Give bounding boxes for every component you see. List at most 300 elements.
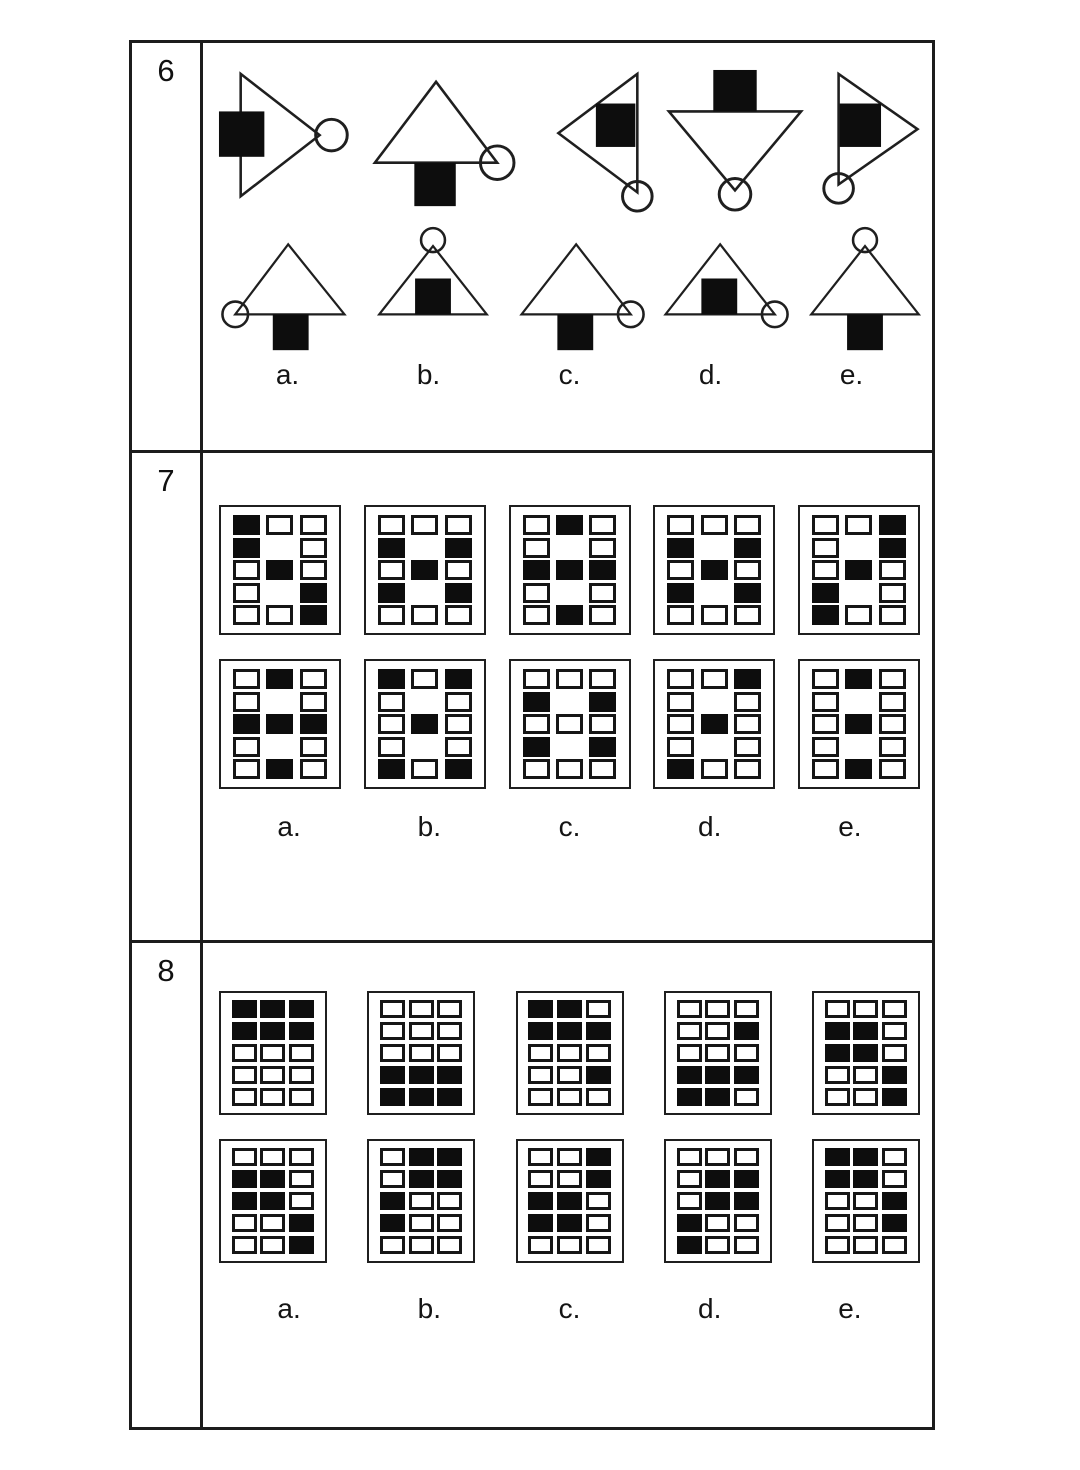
panel-row bbox=[378, 1170, 464, 1188]
black-cell bbox=[528, 1000, 553, 1018]
option-label-cell bbox=[359, 1293, 499, 1325]
option-label-cell bbox=[780, 1293, 920, 1325]
q6-figure-2-cell bbox=[365, 67, 513, 217]
black-cell bbox=[380, 1192, 405, 1210]
black-cell bbox=[845, 560, 872, 580]
black-cell bbox=[266, 759, 293, 779]
panel-row bbox=[527, 1044, 613, 1062]
panel-row bbox=[823, 1000, 909, 1018]
white-cell bbox=[734, 1214, 759, 1232]
white-cell bbox=[853, 1214, 878, 1232]
panel-row bbox=[809, 538, 909, 558]
black-cell bbox=[882, 1066, 907, 1084]
q6-option-c bbox=[505, 229, 649, 357]
panel-row bbox=[230, 1066, 316, 1084]
panel-row bbox=[664, 737, 764, 757]
black-cell bbox=[677, 1236, 702, 1254]
q6-option-d-cell bbox=[649, 229, 793, 357]
white-cell bbox=[437, 1192, 462, 1210]
black-cell bbox=[445, 759, 472, 779]
white-cell bbox=[233, 692, 260, 712]
panel-row bbox=[823, 1170, 909, 1188]
option-label: e. bbox=[838, 811, 862, 842]
circle-marker bbox=[421, 228, 445, 252]
panel-row bbox=[675, 1088, 761, 1106]
panel-row bbox=[675, 1000, 761, 1018]
white-cell bbox=[734, 1088, 759, 1106]
black-cell bbox=[289, 1236, 314, 1254]
option-label: d. bbox=[698, 359, 723, 390]
option-label: a. bbox=[277, 1293, 301, 1324]
panel-row bbox=[809, 560, 909, 580]
option-label-cell bbox=[499, 811, 639, 843]
white-cell bbox=[300, 692, 327, 712]
white-cell bbox=[437, 1044, 462, 1062]
panel-row bbox=[230, 714, 330, 734]
black-cell bbox=[232, 1170, 257, 1188]
white-cell bbox=[734, 1236, 759, 1254]
black-cell bbox=[589, 692, 616, 712]
option-label: c. bbox=[558, 1293, 581, 1324]
q7-option-a bbox=[219, 659, 341, 789]
black-cell bbox=[734, 583, 761, 603]
q7-panel-2 bbox=[364, 505, 486, 635]
black-square bbox=[273, 314, 309, 350]
black-cell bbox=[557, 1214, 582, 1232]
white-cell bbox=[586, 1192, 611, 1210]
black-cell bbox=[409, 1148, 434, 1166]
white-cell bbox=[523, 583, 550, 603]
black-cell bbox=[300, 605, 327, 625]
panel-row bbox=[527, 1236, 613, 1254]
option-label: a. bbox=[275, 359, 300, 390]
circle-marker bbox=[853, 228, 877, 252]
option-label: a. bbox=[277, 811, 301, 842]
black-cell bbox=[528, 1214, 553, 1232]
white-cell bbox=[701, 515, 728, 535]
white-cell bbox=[523, 605, 550, 625]
white-cell bbox=[677, 1170, 702, 1188]
black-cell bbox=[853, 1170, 878, 1188]
white-cell bbox=[289, 1044, 314, 1062]
black-cell bbox=[233, 714, 260, 734]
black-cell bbox=[260, 1170, 285, 1188]
option-label-cell bbox=[781, 359, 922, 391]
black-square bbox=[219, 111, 264, 156]
white-cell bbox=[409, 1022, 434, 1040]
option-label-cell bbox=[640, 359, 781, 391]
q6-figure-4-cell bbox=[661, 67, 809, 217]
white-cell bbox=[705, 1214, 730, 1232]
white-cell bbox=[557, 1044, 582, 1062]
panel-row bbox=[375, 759, 475, 779]
white-cell bbox=[586, 1088, 611, 1106]
black-cell bbox=[701, 560, 728, 580]
white-cell bbox=[812, 560, 839, 580]
white-cell bbox=[667, 669, 694, 689]
white-cell bbox=[677, 1148, 702, 1166]
black-cell bbox=[677, 1214, 702, 1232]
white-cell bbox=[411, 759, 438, 779]
white-cell bbox=[437, 1022, 462, 1040]
panel-row bbox=[230, 1192, 316, 1210]
q8-panel-5 bbox=[812, 991, 920, 1115]
panel-row bbox=[378, 1088, 464, 1106]
white-cell bbox=[528, 1066, 553, 1084]
white-cell bbox=[232, 1214, 257, 1232]
black-cell bbox=[882, 1214, 907, 1232]
panel-row bbox=[378, 1236, 464, 1254]
white-cell bbox=[266, 605, 293, 625]
option-label-cell bbox=[359, 811, 499, 843]
white-cell bbox=[589, 605, 616, 625]
question-row-8 bbox=[132, 943, 932, 1427]
white-cell bbox=[523, 714, 550, 734]
white-cell bbox=[705, 1000, 730, 1018]
black-cell bbox=[882, 1192, 907, 1210]
panel-row bbox=[527, 1000, 613, 1018]
panel-row bbox=[520, 583, 620, 603]
panel-row bbox=[664, 560, 764, 580]
white-cell bbox=[445, 605, 472, 625]
panel-row bbox=[378, 1148, 464, 1166]
black-cell bbox=[556, 560, 583, 580]
black-cell bbox=[437, 1066, 462, 1084]
white-cell bbox=[445, 515, 472, 535]
panel-row bbox=[675, 1170, 761, 1188]
white-cell bbox=[260, 1148, 285, 1166]
white-cell bbox=[380, 1044, 405, 1062]
option-label-cell bbox=[499, 359, 640, 391]
black-cell bbox=[266, 669, 293, 689]
black-cell bbox=[232, 1000, 257, 1018]
black-cell bbox=[667, 538, 694, 558]
white-cell bbox=[825, 1214, 850, 1232]
white-cell bbox=[557, 1170, 582, 1188]
panel-row bbox=[823, 1044, 909, 1062]
panel-row bbox=[520, 669, 620, 689]
panel-row bbox=[823, 1236, 909, 1254]
white-cell bbox=[378, 605, 405, 625]
panel-row bbox=[520, 737, 620, 757]
q8-panel-2 bbox=[367, 991, 475, 1115]
white-cell bbox=[701, 605, 728, 625]
question-number-6: 6 bbox=[132, 43, 203, 450]
black-cell bbox=[845, 759, 872, 779]
q6-figure-5-cell bbox=[809, 67, 932, 217]
panel-row bbox=[809, 714, 909, 734]
white-cell bbox=[667, 737, 694, 757]
option-label: b. bbox=[417, 1293, 441, 1324]
panel-row bbox=[520, 605, 620, 625]
white-cell bbox=[812, 515, 839, 535]
panel-row bbox=[809, 605, 909, 625]
q6-option-a-cell bbox=[217, 229, 361, 357]
panel-row bbox=[675, 1148, 761, 1166]
q6-option-e bbox=[793, 229, 932, 357]
black-cell bbox=[853, 1022, 878, 1040]
white-cell bbox=[812, 669, 839, 689]
black-cell bbox=[445, 538, 472, 558]
white-cell bbox=[812, 759, 839, 779]
option-label: e. bbox=[838, 1293, 862, 1324]
q6-figure-1-cell bbox=[217, 67, 365, 217]
white-cell bbox=[233, 605, 260, 625]
panel-row bbox=[375, 669, 475, 689]
panel-row bbox=[675, 1044, 761, 1062]
question-number-8: 8 bbox=[132, 943, 203, 1427]
white-cell bbox=[528, 1044, 553, 1062]
white-cell bbox=[300, 759, 327, 779]
option-label: c. bbox=[558, 359, 581, 390]
panel-row bbox=[527, 1170, 613, 1188]
black-square bbox=[840, 104, 881, 147]
panel-row bbox=[809, 515, 909, 535]
white-cell bbox=[705, 1044, 730, 1062]
black-square bbox=[596, 104, 635, 147]
black-cell bbox=[825, 1044, 850, 1062]
black-cell bbox=[586, 1148, 611, 1166]
black-cell bbox=[232, 1022, 257, 1040]
question-row-7 bbox=[132, 453, 932, 943]
panel-row bbox=[375, 737, 475, 757]
white-cell bbox=[300, 560, 327, 580]
panel-row bbox=[230, 1088, 316, 1106]
panel-row bbox=[675, 1192, 761, 1210]
black-cell bbox=[378, 669, 405, 689]
black-cell bbox=[734, 1192, 759, 1210]
white-cell bbox=[825, 1088, 850, 1106]
white-cell bbox=[409, 1236, 434, 1254]
black-cell bbox=[260, 1000, 285, 1018]
white-cell bbox=[882, 1044, 907, 1062]
question-7-content bbox=[203, 453, 932, 940]
panel-row bbox=[378, 1214, 464, 1232]
black-cell bbox=[409, 1066, 434, 1084]
black-cell bbox=[289, 1000, 314, 1018]
black-cell bbox=[734, 1170, 759, 1188]
white-cell bbox=[734, 692, 761, 712]
black-cell bbox=[557, 1192, 582, 1210]
q6-labels-row bbox=[217, 359, 922, 391]
panel-row bbox=[664, 538, 764, 558]
white-cell bbox=[266, 515, 293, 535]
white-cell bbox=[879, 737, 906, 757]
black-cell bbox=[734, 1066, 759, 1084]
black-cell bbox=[289, 1022, 314, 1040]
q7-sequence-row bbox=[219, 505, 920, 635]
white-cell bbox=[845, 605, 872, 625]
white-cell bbox=[812, 714, 839, 734]
white-cell bbox=[289, 1148, 314, 1166]
black-cell bbox=[380, 1066, 405, 1084]
panel-row bbox=[378, 1066, 464, 1084]
black-cell bbox=[378, 538, 405, 558]
q7-option-c bbox=[509, 659, 631, 789]
white-cell bbox=[853, 1066, 878, 1084]
white-cell bbox=[528, 1088, 553, 1106]
black-cell bbox=[289, 1214, 314, 1232]
black-cell bbox=[378, 583, 405, 603]
black-cell bbox=[825, 1022, 850, 1040]
black-cell bbox=[845, 669, 872, 689]
white-cell bbox=[300, 538, 327, 558]
option-label-cell bbox=[640, 1293, 780, 1325]
white-cell bbox=[586, 1214, 611, 1232]
white-cell bbox=[734, 714, 761, 734]
white-cell bbox=[523, 759, 550, 779]
white-cell bbox=[734, 560, 761, 580]
black-cell bbox=[586, 1066, 611, 1084]
q8-option-d bbox=[664, 1139, 772, 1263]
white-cell bbox=[879, 692, 906, 712]
panel-row bbox=[375, 583, 475, 603]
white-cell bbox=[556, 759, 583, 779]
panel-row bbox=[230, 692, 330, 712]
black-cell bbox=[233, 538, 260, 558]
q6-figure-3-cell bbox=[513, 67, 661, 217]
panel-row bbox=[664, 605, 764, 625]
panel-row bbox=[809, 583, 909, 603]
white-cell bbox=[589, 669, 616, 689]
white-cell bbox=[557, 1148, 582, 1166]
q7-panel-4 bbox=[653, 505, 775, 635]
triangle-outline bbox=[811, 246, 919, 314]
black-cell bbox=[667, 583, 694, 603]
white-cell bbox=[586, 1236, 611, 1254]
white-cell bbox=[705, 1148, 730, 1166]
black-cell bbox=[528, 1192, 553, 1210]
white-cell bbox=[232, 1148, 257, 1166]
black-cell bbox=[437, 1088, 462, 1106]
panel-row bbox=[823, 1088, 909, 1106]
q7-option-d bbox=[653, 659, 775, 789]
question-6-content bbox=[203, 43, 932, 450]
white-cell bbox=[879, 583, 906, 603]
q7-option-e bbox=[798, 659, 920, 789]
option-label: d. bbox=[698, 811, 722, 842]
black-cell bbox=[445, 669, 472, 689]
white-cell bbox=[825, 1236, 850, 1254]
white-cell bbox=[882, 1022, 907, 1040]
option-label-cell bbox=[358, 359, 499, 391]
panel-row bbox=[230, 1000, 316, 1018]
white-cell bbox=[409, 1000, 434, 1018]
panel-row bbox=[527, 1148, 613, 1166]
triangle-outline bbox=[375, 82, 497, 163]
panel-row bbox=[527, 1192, 613, 1210]
white-cell bbox=[380, 1170, 405, 1188]
black-cell bbox=[825, 1170, 850, 1188]
white-cell bbox=[411, 515, 438, 535]
black-cell bbox=[705, 1066, 730, 1084]
white-cell bbox=[380, 1236, 405, 1254]
panel-row bbox=[664, 583, 764, 603]
panel-row bbox=[375, 515, 475, 535]
black-cell bbox=[411, 560, 438, 580]
white-cell bbox=[667, 515, 694, 535]
white-cell bbox=[378, 714, 405, 734]
white-cell bbox=[300, 515, 327, 535]
q7-panel-5 bbox=[798, 505, 920, 635]
white-cell bbox=[879, 714, 906, 734]
white-cell bbox=[289, 1088, 314, 1106]
q6-options-row bbox=[217, 229, 922, 357]
panel-row bbox=[809, 669, 909, 689]
white-cell bbox=[845, 515, 872, 535]
panel-row bbox=[664, 759, 764, 779]
black-cell bbox=[528, 1022, 553, 1040]
black-square bbox=[415, 278, 451, 314]
white-cell bbox=[667, 560, 694, 580]
panel-row bbox=[809, 692, 909, 712]
white-cell bbox=[734, 1148, 759, 1166]
white-cell bbox=[586, 1000, 611, 1018]
panel-row bbox=[527, 1022, 613, 1040]
white-cell bbox=[523, 669, 550, 689]
black-cell bbox=[734, 1022, 759, 1040]
panel-row bbox=[230, 669, 330, 689]
black-cell bbox=[266, 714, 293, 734]
panel-row bbox=[675, 1214, 761, 1232]
black-cell bbox=[437, 1170, 462, 1188]
triangle-outline bbox=[522, 244, 631, 314]
white-cell bbox=[445, 692, 472, 712]
panel-row bbox=[809, 759, 909, 779]
white-cell bbox=[409, 1192, 434, 1210]
white-cell bbox=[589, 538, 616, 558]
q6-option-b bbox=[361, 229, 505, 357]
black-cell bbox=[557, 1022, 582, 1040]
white-cell bbox=[853, 1000, 878, 1018]
panel-row bbox=[230, 583, 330, 603]
panel-row bbox=[823, 1214, 909, 1232]
black-cell bbox=[879, 538, 906, 558]
black-cell bbox=[380, 1088, 405, 1106]
black-cell bbox=[409, 1170, 434, 1188]
black-cell bbox=[734, 538, 761, 558]
circle-marker bbox=[719, 179, 751, 211]
white-cell bbox=[232, 1044, 257, 1062]
white-cell bbox=[378, 737, 405, 757]
option-label: d. bbox=[698, 1293, 722, 1324]
white-cell bbox=[812, 538, 839, 558]
white-cell bbox=[523, 515, 550, 535]
panel-row bbox=[230, 1236, 316, 1254]
question-number-7: 7 bbox=[132, 453, 203, 940]
panel-row bbox=[230, 1148, 316, 1166]
panel-row bbox=[675, 1236, 761, 1254]
q8-panel-1 bbox=[219, 991, 327, 1115]
white-cell bbox=[882, 1148, 907, 1166]
q8-option-c bbox=[516, 1139, 624, 1263]
q8-option-e bbox=[812, 1139, 920, 1263]
white-cell bbox=[853, 1192, 878, 1210]
white-cell bbox=[556, 714, 583, 734]
panel-row bbox=[375, 560, 475, 580]
white-cell bbox=[445, 714, 472, 734]
black-cell bbox=[812, 605, 839, 625]
panel-row bbox=[823, 1192, 909, 1210]
white-cell bbox=[232, 1066, 257, 1084]
white-cell bbox=[380, 1022, 405, 1040]
white-cell bbox=[445, 737, 472, 757]
white-cell bbox=[705, 1022, 730, 1040]
white-cell bbox=[260, 1236, 285, 1254]
white-cell bbox=[409, 1214, 434, 1232]
white-cell bbox=[677, 1192, 702, 1210]
option-label-cell bbox=[640, 811, 780, 843]
